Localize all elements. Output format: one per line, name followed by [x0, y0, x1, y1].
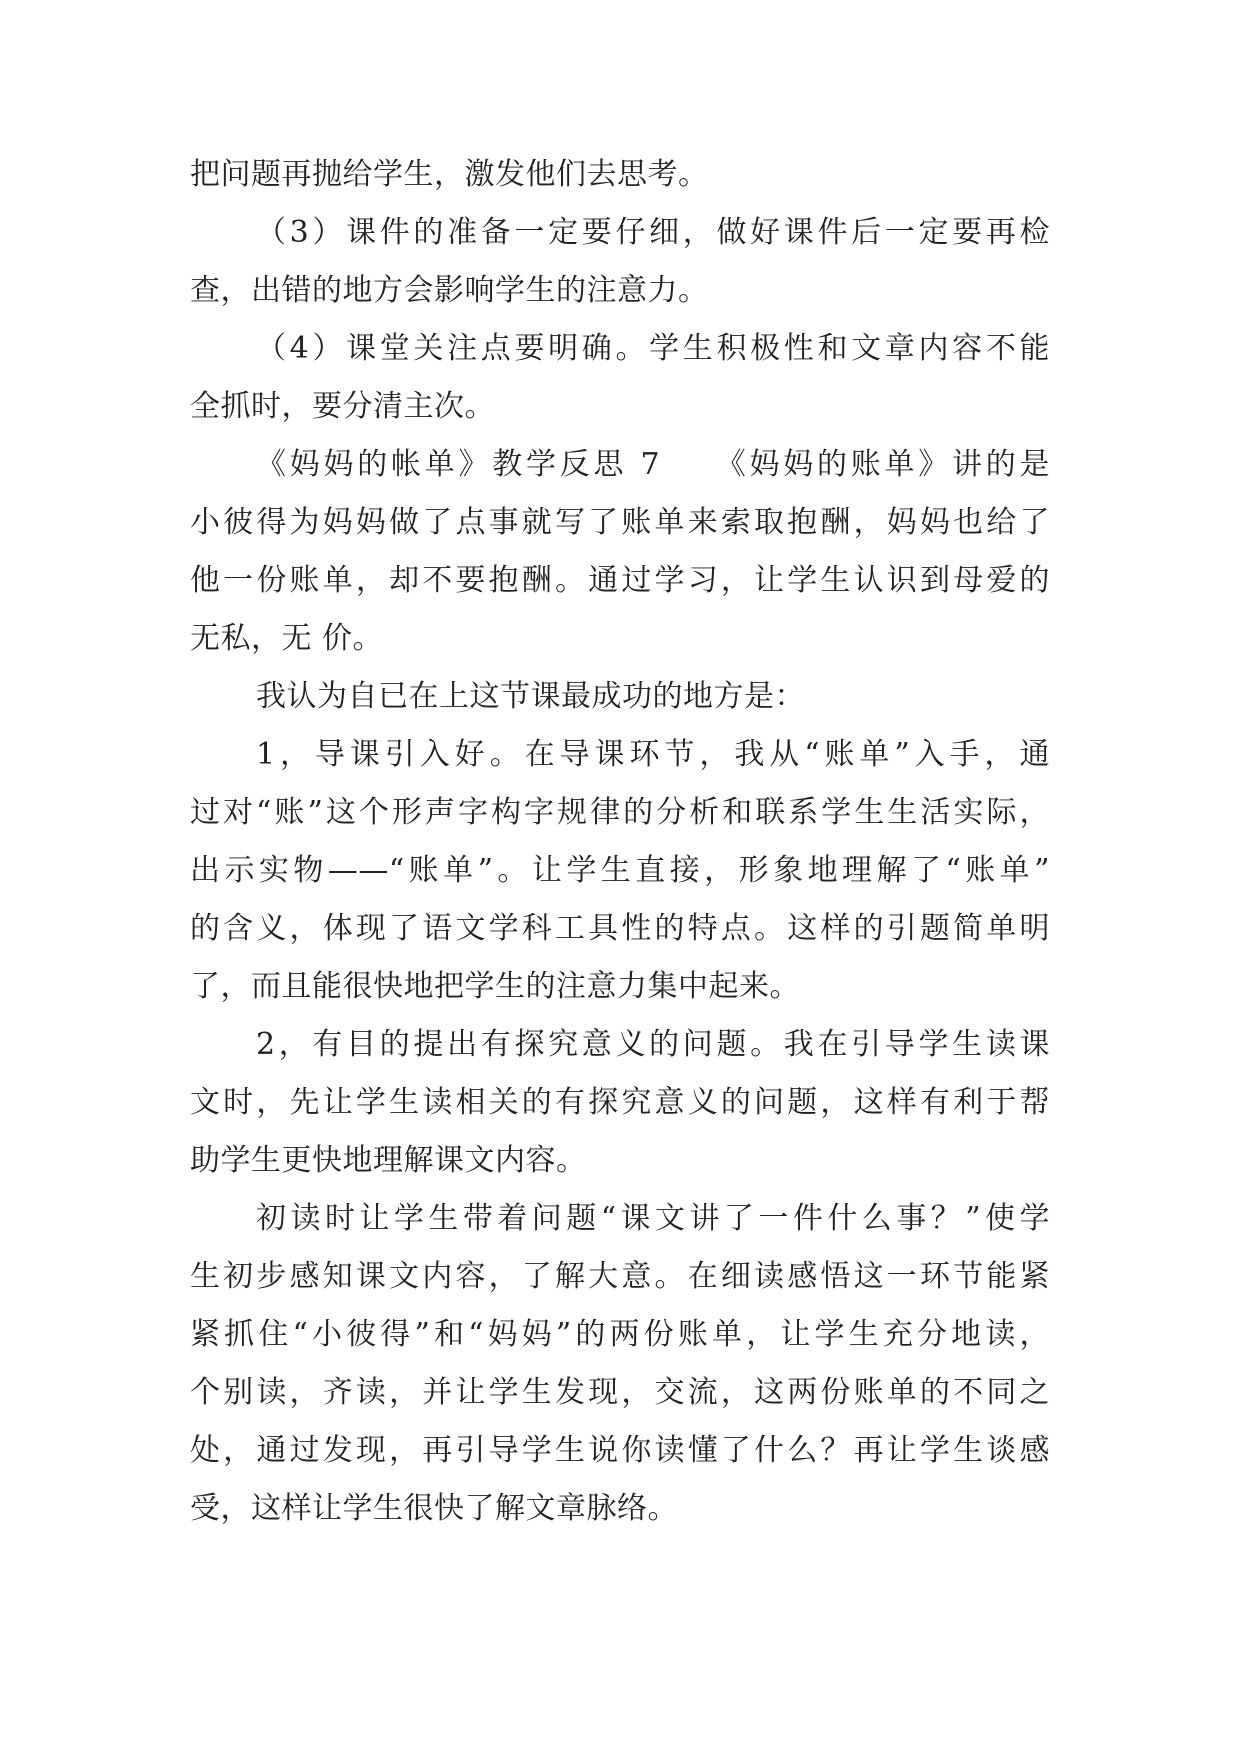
text-line: 小彼得为妈妈做了点事就写了账单来索取抱酬，妈妈也给了 [190, 505, 1050, 540]
text-line: 把问题再抛给学生，激发他们去思考。 [190, 157, 709, 192]
text-line: 文时，先让学生读相关的有探究意义的问题，这样有利于帮 [190, 1085, 1050, 1120]
text-line: （3）课件的准备一定要仔细，做好课件后一定要再检 [256, 215, 1050, 250]
text-line: （4）课堂关注点要明确。学生积极性和文章内容不能 [256, 331, 1050, 366]
text-line: 《妈妈的帐单》教学反思 7 《妈妈的账单》讲的是 [256, 447, 1050, 482]
text-line: 紧抓住“小彼得”和“妈妈”的两份账单，让学生充分地读， [190, 1317, 1050, 1352]
text-line: 他一份账单，却不要抱酬。通过学习，让学生认识到母爱的 [190, 563, 1050, 598]
text-line: 初读时让学生带着问题“课文讲了一件什么事？”使学 [256, 1201, 1050, 1236]
text-line: 出示实物——“账单”。让学生直接，形象地理解了“账单” [190, 853, 1050, 888]
text-line: 2，有目的提出有探究意义的问题。我在引导学生读课 [256, 1027, 1050, 1062]
text-line: 无私，无 价。 [190, 621, 384, 656]
text-line: 全抓时，要分清主次。 [190, 389, 495, 424]
text-line: 了，而且能很快地把学生的注意力集中起来。 [190, 969, 800, 1004]
text-line: 受，这样让学生很快了解文章脉络。 [190, 1491, 678, 1526]
text-line: 过对“账”这个形声字构字规律的分析和联系学生生活实际， [190, 795, 1050, 830]
text-line: 处，通过发现，再引导学生说你读懂了什么？再让学生谈感 [190, 1433, 1050, 1468]
text-line: 助学生更快地理解课文内容。 [190, 1143, 587, 1178]
text-line: 生初步感知课文内容，了解大意。在细读感悟这一环节能紧 [190, 1259, 1050, 1294]
text-line: 我认为自已在上这节课最成功的地方是： [256, 679, 805, 714]
text-line: 的含义，体现了语文学科工具性的特点。这样的引题简单明 [190, 911, 1050, 946]
text-line: 1，导课引入好。在导课环节，我从“账单”入手，通 [256, 737, 1050, 772]
text-line: 个别读，齐读，并让学生发现，交流，这两份账单的不同之 [190, 1375, 1050, 1410]
text-line: 查，出错的地方会影响学生的注意力。 [190, 273, 709, 308]
